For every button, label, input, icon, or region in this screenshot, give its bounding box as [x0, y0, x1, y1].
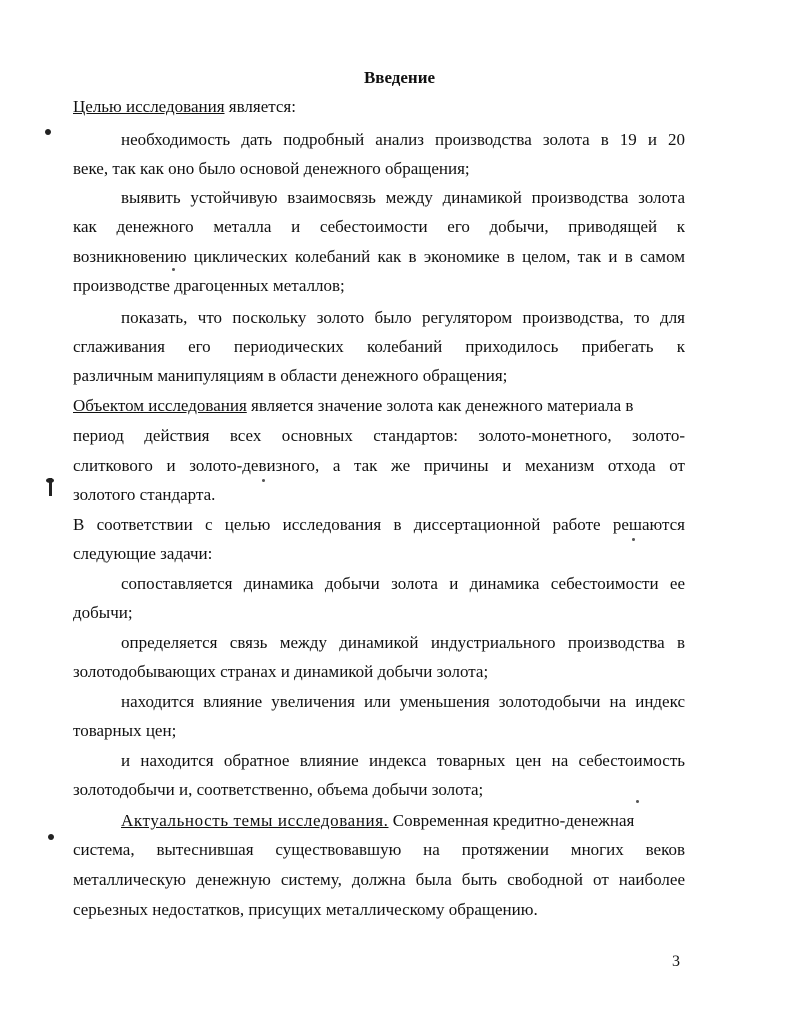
text-line: показать, что поскольку золото было регулятором производства, то для [121, 308, 685, 327]
page-number: 3 [672, 953, 680, 970]
text-line [73, 394, 685, 418]
text-line: золотого стандарта. [73, 485, 216, 504]
text-line: необходимость дать подробный анализ производства золота в 19 и 20 [121, 130, 685, 149]
text-line: как денежного металла и себестоимости его добычи, приводящей к [73, 217, 685, 236]
text-line: определяется связь между динамикой индустриального производства в [121, 633, 685, 652]
page-title: Введение [363, 68, 436, 87]
margin-mark [45, 129, 51, 135]
text-line: товарных цен; [73, 721, 177, 740]
text-line: сопоставляется динамика добычи золота и динамика себестоимости ее [121, 574, 685, 593]
text-line [121, 809, 685, 833]
text-line: добычи; [73, 603, 133, 622]
scan-speck [632, 538, 635, 541]
text-span: является: [224, 97, 296, 116]
text-line: серьезных недостатков, присущих металлическому обращению. [73, 900, 538, 919]
text-line: золотодобычи и, соответственно, объема добычи золота; [73, 780, 484, 799]
text-line: различным манипуляциям в области денежного обращения; [73, 366, 508, 385]
text-line: и находится обратное влияние индекса товарных цен на себестоимость [121, 751, 685, 770]
text-span: является значение золота как денежного материала в [246, 396, 634, 415]
margin-mark [48, 834, 54, 840]
text-line: металлическую денежную систему, должна была быть свободной от наиболее [73, 870, 685, 889]
text-line: период действия всех основных стандартов: золото-монетного, золото- [73, 426, 685, 445]
text-line: система, вытеснившая существовавшую на протяжении многих веков [73, 840, 685, 859]
text-line: золотодобывающих странах и динамикой добычи золота; [73, 662, 489, 681]
text-line: сглаживания его периодических колебаний приходилось прибегать к [73, 337, 685, 356]
text-span: Современная кредитно-денежная [388, 811, 635, 830]
scan-speck [262, 479, 265, 482]
underlined-heading: Актуальность темы исследования. [121, 811, 389, 830]
text-line: производстве драгоценных металлов; [73, 276, 345, 295]
text-line: В соответствии с целью исследования в диссертационной работе решаются [73, 515, 685, 534]
text-line: возникновению циклических колебаний как в экономике в целом, так и в самом [73, 247, 685, 266]
underlined-heading: Объектом исследования [73, 396, 247, 415]
text-line: веке, так как оно было основой денежного обращения; [73, 159, 470, 178]
text-line: выявить устойчивую взаимосвязь между динамикой производства золота [121, 188, 685, 207]
underlined-heading: Целью исследования [73, 97, 225, 116]
margin-mark [46, 478, 54, 483]
text-line: слиткового и золото-девизного, а так же причины и механизм отхода от [73, 456, 685, 475]
text-line: находится влияние увеличения или уменьшения золотодобычи на индекс [121, 692, 685, 711]
scan-speck [636, 800, 639, 803]
text-line: следующие задачи: [73, 544, 213, 563]
text-line [73, 95, 296, 119]
